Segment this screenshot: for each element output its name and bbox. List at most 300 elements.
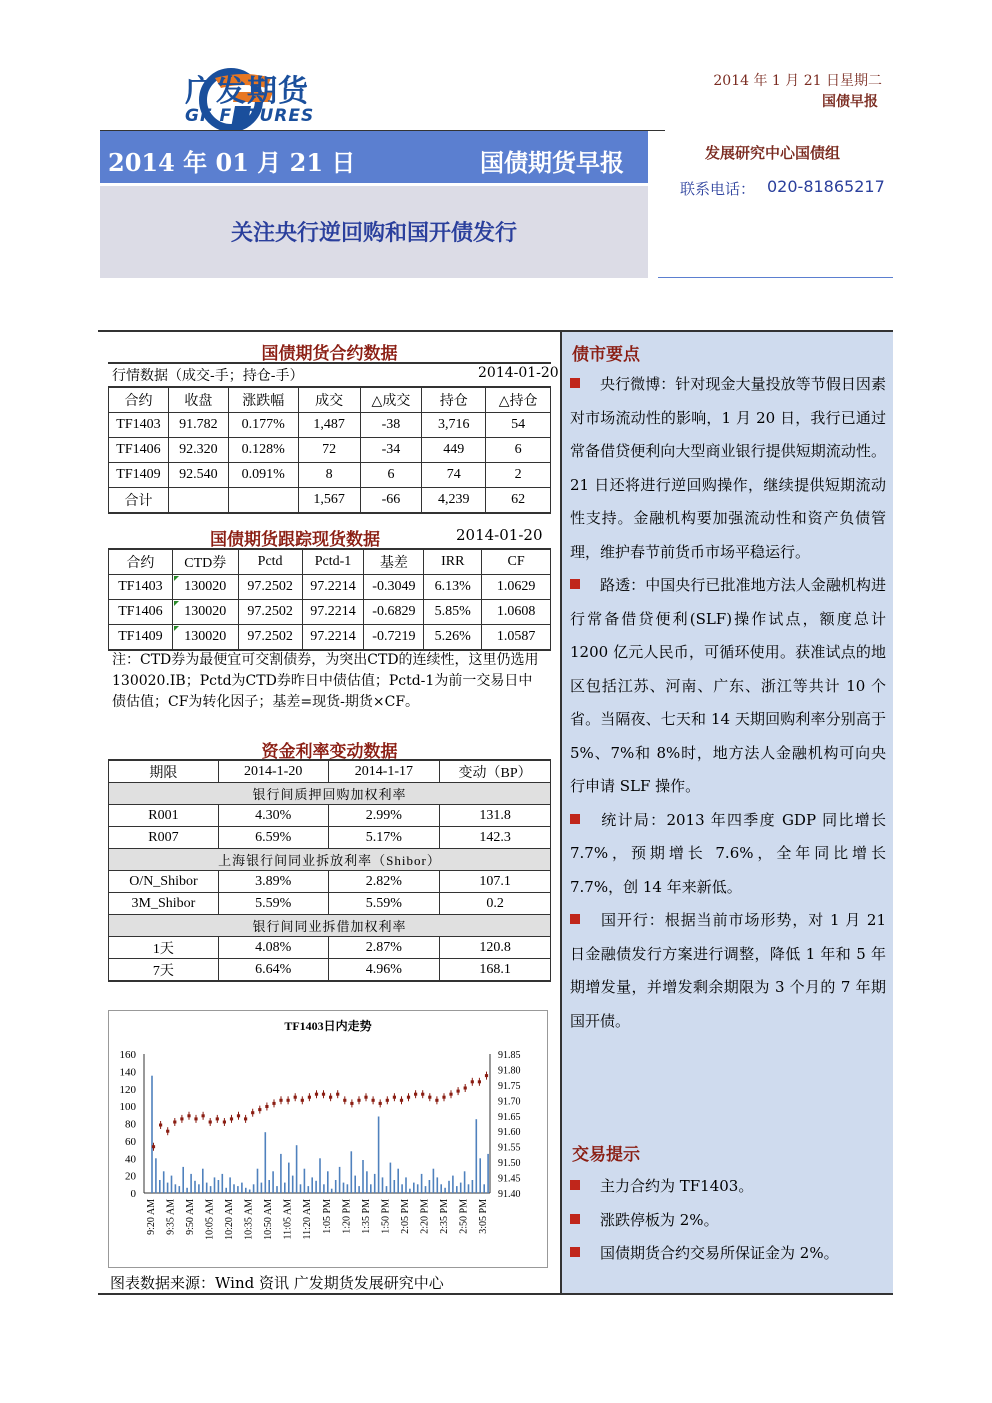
table-row	[109, 827, 551, 849]
volume-bar	[444, 1188, 446, 1193]
price-candle-body	[336, 1093, 339, 1096]
x-tick-label: 9:50 AM	[185, 1199, 197, 1235]
table-header-cell: △成交	[360, 387, 422, 413]
price-candle-body	[301, 1099, 304, 1102]
intraday-chart	[108, 1010, 548, 1268]
volume-bar	[417, 1184, 419, 1193]
ctd-tracking-table	[108, 548, 551, 651]
volume-bar	[253, 1184, 255, 1193]
table-cell: 2.87%	[328, 937, 440, 959]
price-candle-body	[202, 1114, 205, 1117]
trade-tips-list	[570, 1170, 886, 1271]
volume-bar	[308, 1186, 310, 1193]
table-cell: 1,567	[298, 488, 360, 514]
table-cell: 合计	[109, 488, 169, 514]
volume-bar	[190, 1174, 192, 1193]
table-cell: 1,487	[298, 413, 360, 438]
volume-bar	[300, 1184, 302, 1193]
y-right-tick-label: 91.40	[498, 1189, 521, 1200]
table-total-row	[109, 488, 551, 514]
volume-bar	[351, 1151, 353, 1193]
table-row	[109, 871, 551, 893]
price-candle-body	[308, 1096, 311, 1099]
table-cell: 107.1	[440, 871, 551, 893]
table-cell: 4.30%	[218, 805, 328, 827]
table2-date: 2014-01-20	[456, 526, 543, 544]
x-tick-label: 2:50 PM	[458, 1199, 470, 1234]
price-candle-body	[265, 1105, 268, 1108]
price-candle-body	[386, 1099, 389, 1102]
table-cell: 92.320	[168, 438, 228, 463]
volume-bar	[179, 1186, 181, 1193]
volume-bar	[487, 1154, 489, 1193]
volume-bar	[425, 1186, 427, 1193]
table-header-row	[109, 549, 551, 575]
contact-label: 联系电话：	[680, 180, 756, 198]
table-header-cell: 收盘	[168, 387, 228, 413]
table-cell: 5.17%	[328, 827, 440, 849]
x-tick-label: 1:50 PM	[380, 1199, 392, 1234]
volume-bar	[163, 1171, 165, 1193]
table-header-cell: IRR	[424, 549, 482, 575]
table-group-header	[109, 783, 551, 805]
y-right-tick-label: 91.50	[498, 1158, 521, 1170]
x-tick-label: 2:20 PM	[419, 1199, 431, 1234]
list-item	[570, 569, 886, 804]
volume-bar	[339, 1167, 341, 1193]
volume-bar	[479, 1158, 481, 1193]
table-cell: TF1403	[109, 413, 169, 438]
table-cell: 2.99%	[328, 805, 440, 827]
list-item	[570, 804, 886, 905]
x-tick-label: 1:20 PM	[341, 1199, 353, 1234]
table-cell: 5.26%	[424, 625, 482, 651]
x-tick-label: 10:05 AM	[204, 1199, 216, 1240]
x-tick-label: 10:20 AM	[224, 1199, 236, 1240]
y-right-tick-label: 91.85	[498, 1050, 521, 1061]
volume-bar	[323, 1184, 325, 1193]
header-report-type: 国债早报	[822, 94, 878, 110]
table-header-cell: 基差	[364, 549, 424, 575]
volume-bar	[288, 1163, 290, 1193]
volume-bar	[390, 1163, 392, 1193]
sidebar-heading-trade-tips: 交易提示	[572, 1145, 640, 1165]
point-text: 统计局：2013 年四季度 GDP 同比增长 7.7%，预期增长 7.6%，全年同比增长 7.7%，创 14 年来新低。	[570, 810, 886, 896]
volume-bar	[386, 1186, 388, 1193]
table-header-cell: 2014-1-20	[218, 760, 328, 783]
table-cell: 74	[422, 463, 486, 488]
table-cell: 6.59%	[218, 827, 328, 849]
volume-bar	[257, 1169, 259, 1193]
y-left-tick-label: 40	[125, 1153, 136, 1166]
table-cell: 142.3	[440, 827, 551, 849]
volume-bar	[335, 1180, 337, 1193]
price-candle-body	[251, 1111, 254, 1114]
y-left-tick-label: 0	[130, 1188, 136, 1200]
table-cell: -34	[360, 438, 422, 463]
table-row	[109, 575, 551, 600]
square-bullet-icon	[570, 1214, 580, 1224]
volume-bar	[448, 1181, 450, 1193]
price-candle-body	[471, 1080, 474, 1083]
volume-bar	[401, 1184, 403, 1193]
group-name: 银行间同业拆借加权利率	[109, 915, 551, 937]
table-cell: 97.2214	[302, 625, 364, 651]
volume-bar	[378, 1117, 380, 1194]
price-candle-body	[449, 1093, 452, 1096]
table-header-cell: 变动（BP）	[440, 760, 551, 783]
volume-bar	[296, 1145, 298, 1193]
price-candle-body	[343, 1099, 346, 1102]
table-header-cell: CF	[482, 549, 551, 575]
price-candle-body	[244, 1117, 247, 1120]
price-candle-body	[478, 1080, 481, 1083]
y-left-tick-label: 60	[125, 1135, 136, 1148]
y-right-tick-label: 91.70	[498, 1096, 521, 1108]
table3-title: 资金利率变动数据	[261, 742, 398, 762]
x-tick-label: 1:05 PM	[321, 1199, 333, 1234]
volume-bar	[272, 1171, 274, 1193]
x-tick-label: 2:05 PM	[399, 1199, 411, 1234]
volume-bar	[331, 1189, 333, 1193]
x-tick-label: 9:35 AM	[165, 1199, 177, 1235]
table-cell	[168, 488, 228, 514]
table-cell: -0.7219	[364, 625, 424, 651]
price-candle-body	[364, 1096, 367, 1099]
contact-phone: 020-81865217	[767, 177, 885, 196]
volume-bar	[362, 1160, 364, 1193]
volume-bar	[225, 1188, 227, 1193]
x-tick-label: 9:20 AM	[146, 1199, 157, 1235]
table-row	[109, 937, 551, 959]
table-cell: O/N_Shibor	[109, 871, 219, 893]
square-bullet-icon	[570, 814, 580, 824]
logo-chinese-name: 广发期货	[185, 74, 309, 109]
table-cell	[228, 488, 298, 514]
table-header-cell: △持仓	[486, 387, 551, 413]
table-cell: 92.540	[168, 463, 228, 488]
table-cell: 62	[486, 488, 551, 514]
price-candle-body	[393, 1096, 396, 1099]
report-subtitle: 关注央行逆回购和国开债发行	[230, 220, 517, 246]
price-candle-body	[442, 1096, 445, 1099]
volume-bar	[437, 1177, 439, 1193]
sidebar-heading-bond-points: 债市要点	[572, 345, 640, 365]
volume-bar	[175, 1184, 177, 1193]
y-right-tick-label: 91.75	[498, 1080, 521, 1092]
table-row	[109, 893, 551, 915]
table-cell: 5.85%	[424, 600, 482, 625]
x-tick-label: 1:35 PM	[360, 1199, 372, 1234]
table-cell: -0.6829	[364, 600, 424, 625]
volume-bar	[304, 1169, 306, 1193]
point-text: 国开行：根据当前市场形势，对 1 月 21 日金融债发行方案进行调整，降低 1 年和 5 年期增发量，并增发剩余期限为 3 个月的 7 年期国开债。	[570, 911, 886, 1030]
volume-bar	[218, 1180, 220, 1193]
logo-english-name: GF FUTURES	[185, 106, 315, 126]
table-cell: 1.0629	[482, 575, 551, 600]
table-cell: 0.091%	[228, 463, 298, 488]
volume-bar	[374, 1174, 376, 1193]
point-text: 央行微博：针对现金大量投放等节假日因素对市场流动性的影响，1 月 20 日，我行已通过常备借贷便利向大型商业银行提供短期流动性。21 日还将进行逆回购操作，继续提供短期流动性支持。金融机构要加强流动性和资产负债管理，维护春节前货币市场平稳运行。	[570, 375, 886, 561]
table-header-cell: 持仓	[422, 387, 486, 413]
title-date: 2014 年 01 月 21 日	[108, 148, 356, 177]
volume-bar	[311, 1177, 313, 1193]
volume-bar	[472, 1180, 474, 1193]
price-candle-body	[159, 1124, 162, 1127]
volume-bar	[343, 1183, 345, 1193]
table-cell: 2.82%	[328, 871, 440, 893]
volume-bar	[237, 1186, 239, 1193]
price-candle-body	[322, 1093, 325, 1096]
table-header-cell: 涨跌幅	[228, 387, 298, 413]
table-group-header	[109, 849, 551, 871]
table-row	[109, 805, 551, 827]
tip-text: 主力合约为 TF1403。	[600, 1177, 754, 1195]
table-cell: 3.89%	[218, 871, 328, 893]
volume-bar	[276, 1186, 278, 1193]
y-right-tick-label: 91.45	[498, 1173, 521, 1185]
price-candle-body	[315, 1093, 318, 1096]
tip-text: 涨跌停板为 2%。	[600, 1210, 719, 1229]
x-tick-label: 10:50 AM	[263, 1199, 275, 1240]
y-left-tick-label: 80	[125, 1118, 136, 1131]
price-candle-body	[464, 1087, 467, 1090]
price-candle-body	[258, 1108, 261, 1111]
table-cell: 91.782	[168, 413, 228, 438]
price-candle-body	[350, 1102, 353, 1105]
volume-bar	[366, 1171, 368, 1193]
table-cell: 6.13%	[424, 575, 482, 600]
volume-bar	[245, 1188, 247, 1193]
price-candle-body	[485, 1074, 488, 1077]
table-cell: 4,239	[422, 488, 486, 514]
price-candle-body	[237, 1114, 240, 1117]
chart-title: TF1403日内走势	[284, 1019, 372, 1033]
volume-bar	[394, 1180, 396, 1193]
price-candle-body	[272, 1102, 275, 1105]
volume-bar	[405, 1177, 407, 1193]
title-report-name: 国债期货早报	[480, 148, 624, 177]
price-candle-body	[152, 1145, 155, 1148]
price-candle-body	[194, 1117, 197, 1120]
x-tick-label: 3:05 PM	[478, 1199, 489, 1234]
table2-title: 国债期货跟踪现货数据	[210, 530, 380, 550]
volume-bar	[214, 1177, 216, 1193]
table-cell: 4.08%	[218, 937, 328, 959]
table-cell: 8	[298, 463, 360, 488]
table-cell: TF1409	[109, 625, 173, 651]
futures-contract-table	[108, 386, 551, 514]
volume-bar	[159, 1180, 161, 1193]
table-cell: 6.64%	[218, 959, 328, 982]
volume-bar	[155, 1158, 157, 1193]
table2-note: 注：CTD券为最便宜可交割债券，为突出CTD的连续性，这里仍选用130020.IB；Pctd为CTD券昨日中债估值；Pctd-1为前一交易日中债估值；CF为转化因子；基差=现货-期货×CF。	[112, 652, 539, 710]
table-cell: 131.8	[440, 805, 551, 827]
volume-bar	[249, 1190, 251, 1194]
table-cell: R001	[109, 805, 219, 827]
volume-bar	[315, 1181, 317, 1193]
volume-bar	[464, 1171, 466, 1193]
volume-bar	[354, 1176, 356, 1193]
volume-bar	[284, 1183, 286, 1193]
volume-bar	[483, 1184, 485, 1193]
price-candle-body	[209, 1121, 212, 1124]
table-cell: 4.96%	[328, 959, 440, 982]
price-candle-body	[428, 1096, 431, 1099]
volume-bar	[151, 1076, 153, 1193]
list-item	[570, 904, 886, 1038]
table-cell: 0.128%	[228, 438, 298, 463]
table-cell: 0.2	[440, 893, 551, 915]
volume-bar	[268, 1180, 270, 1193]
table-header-cell: 合约	[109, 387, 169, 413]
volume-bar	[476, 1119, 478, 1193]
y-left-tick-label: 160	[119, 1049, 136, 1061]
table-header-row	[109, 387, 551, 413]
list-item	[570, 1237, 886, 1271]
volume-bar	[456, 1186, 458, 1193]
y-right-tick-label: 91.65	[498, 1111, 521, 1123]
table-cell: 0.177%	[228, 413, 298, 438]
point-text: 路透：中国央行已批准地方法人金融机构进行常备借贷便利(SLF)操作试点，额度总计 1200 亿元人民币，可循环使用。获准试点的地区包括江苏、河南、广东、浙江等共计 10 个省。当隔夜、七天和 14 天期回购利率分别高于 5%、7%和 8%时，地方法人金融机构可向央行申请 SLF 操作。	[570, 576, 886, 795]
table-cell: R007	[109, 827, 219, 849]
table-row	[109, 413, 551, 438]
square-bullet-icon	[570, 1247, 580, 1257]
y-left-tick-label: 140	[119, 1066, 136, 1079]
volume-bar	[382, 1177, 384, 1193]
price-candle-body	[180, 1117, 183, 1120]
header-date: 2014 年 1 月 21 日星期二	[713, 73, 882, 89]
table-cell: 54	[486, 413, 551, 438]
table-cell: 2	[486, 463, 551, 488]
volume-bar	[409, 1189, 411, 1193]
table-row	[109, 463, 551, 488]
volume-bar	[468, 1184, 470, 1193]
x-tick-label: 10:35 AM	[243, 1199, 255, 1240]
volume-bar	[433, 1169, 435, 1193]
price-candle-body	[187, 1114, 190, 1117]
list-item	[570, 368, 886, 569]
table-cell: 130020	[172, 575, 238, 600]
y-right-tick-label: 91.80	[498, 1065, 521, 1077]
table-cell: 7天	[109, 959, 219, 982]
table-cell: -66	[360, 488, 422, 514]
department-name: 发展研究中心国债组	[705, 144, 841, 162]
price-candle-body	[357, 1099, 360, 1102]
volume-bar	[265, 1132, 267, 1193]
square-bullet-icon	[570, 579, 580, 589]
volume-bar	[397, 1169, 399, 1193]
table-cell: 120.8	[440, 937, 551, 959]
volume-bar	[327, 1171, 329, 1193]
price-candle-body	[223, 1121, 226, 1124]
volume-bar	[202, 1169, 204, 1193]
tip-text: 国债期货合约交易所保证金为 2%。	[600, 1244, 839, 1262]
table-group-header	[109, 915, 551, 937]
chart-source: 图表数据来源：Wind 资讯 广发期货发展研究中心	[110, 1274, 444, 1292]
table-header-cell: 成交	[298, 387, 360, 413]
volume-bar	[198, 1184, 200, 1193]
y-left-tick-label: 120	[119, 1083, 136, 1096]
table-cell: 97.2502	[238, 625, 302, 651]
y-left-tick-label: 100	[119, 1101, 136, 1114]
table-cell: 6	[360, 463, 422, 488]
price-candle-body	[166, 1130, 169, 1133]
table-cell: 97.2214	[302, 575, 364, 600]
square-bullet-icon	[570, 378, 580, 388]
table-header-cell: CTD券	[172, 549, 238, 575]
price-candle-body	[216, 1117, 219, 1120]
table-row	[109, 959, 551, 982]
volume-bar	[171, 1176, 173, 1193]
price-candle-body	[407, 1096, 410, 1099]
price-candle-body	[414, 1093, 417, 1096]
volume-bar	[292, 1176, 294, 1193]
volume-bar	[222, 1174, 224, 1193]
table1-info-date: 2014-01-20	[478, 365, 559, 381]
table-cell: TF1409	[109, 463, 169, 488]
table1-info-label: 行情数据（成交-手；持仓-手）	[112, 368, 304, 384]
x-tick-label: 11:20 AM	[302, 1199, 314, 1240]
contact-rule	[658, 277, 893, 278]
volume-bar	[210, 1186, 212, 1193]
table-cell: 130020	[172, 625, 238, 651]
volume-bar	[229, 1177, 231, 1193]
group-name: 上海银行间同业拆放利率（Shibor）	[109, 849, 551, 871]
volume-bar	[429, 1180, 431, 1193]
price-candle-body	[379, 1102, 382, 1105]
price-candle-body	[421, 1093, 424, 1096]
table-cell: 6	[486, 438, 551, 463]
y-right-tick-label: 91.55	[498, 1142, 521, 1154]
x-tick-label: 11:05 AM	[282, 1199, 294, 1240]
table-cell: 5.59%	[218, 893, 328, 915]
table-header-row	[109, 760, 551, 783]
volume-bar	[233, 1184, 235, 1193]
volume-bar	[460, 1183, 462, 1193]
table-header-cell: Pctd	[238, 549, 302, 575]
price-candle-body	[279, 1099, 282, 1102]
price-candle-body	[457, 1090, 460, 1093]
table-header-cell: 2014-1-17	[328, 760, 440, 783]
bond-points-list	[570, 368, 886, 1038]
volume-bar	[167, 1183, 169, 1193]
table-cell: TF1406	[109, 600, 173, 625]
price-candle-body	[230, 1117, 233, 1120]
volume-bar	[421, 1174, 423, 1193]
table1-title: 国债期货合约数据	[261, 344, 398, 364]
price-candle-body	[287, 1099, 290, 1102]
list-item	[570, 1204, 886, 1238]
table-row	[109, 600, 551, 625]
column-divider	[560, 330, 562, 1295]
table-cell: 1.0608	[482, 600, 551, 625]
money-rate-table	[108, 759, 551, 982]
price-candle-body	[294, 1096, 297, 1099]
volume-bar	[413, 1183, 415, 1193]
table-cell: 1.0587	[482, 625, 551, 651]
table-cell: 168.1	[440, 959, 551, 982]
volume-bar	[194, 1181, 196, 1193]
table-header-cell: Pctd-1	[302, 549, 364, 575]
table-cell: TF1406	[109, 438, 169, 463]
table-cell: 72	[298, 438, 360, 463]
volume-bar	[347, 1184, 349, 1193]
table-row	[109, 625, 551, 651]
table-cell: 97.2214	[302, 600, 364, 625]
table-cell: 5.59%	[328, 893, 440, 915]
square-bullet-icon	[570, 914, 580, 924]
